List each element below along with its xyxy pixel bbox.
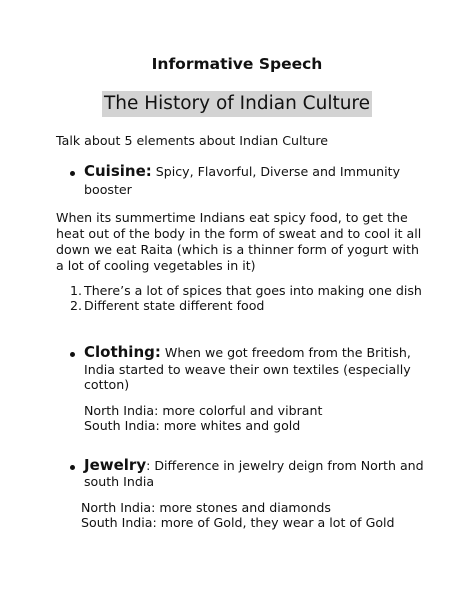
document-subtitle: The History of Indian Culture <box>102 91 372 117</box>
document-title: Informative Speech <box>151 55 323 73</box>
bullet-dot-icon <box>70 352 75 357</box>
paragraph-line-3: down we eat Raita (which is a thinner form of yogurt with <box>56 242 419 257</box>
jewelry-line-2: south India <box>84 474 155 489</box>
subtitle-container <box>0 91 474 117</box>
list-number: 2. <box>70 298 83 313</box>
clothing-line-1 <box>84 345 411 361</box>
jewelry-north: North India: more stones and diamonds <box>81 500 331 515</box>
clothing-line-2: India started to weave their own textiles (especially <box>84 362 411 377</box>
jewelry-line-1 <box>84 458 424 474</box>
jewelry-heading: Jewelry <box>84 456 147 474</box>
paragraph-line-4: a lot of cooling vegetables in it) <box>56 258 256 273</box>
clothing-text: When we got freedom from the British, <box>160 345 411 360</box>
paragraph-line-2: heat out of the body in the form of sweat and to cool it all <box>56 226 422 241</box>
clothing-south: South India: more whites and gold <box>84 418 301 433</box>
intro-text: Talk about 5 elements about Indian Culture <box>56 133 329 148</box>
cuisine-heading: Cuisine: <box>84 162 152 180</box>
jewelry-south: South India: more of Gold, they wear a lot of Gold <box>81 515 395 530</box>
list-number: 1. <box>70 283 83 298</box>
cuisine-line-2: booster <box>84 182 132 197</box>
list-item: There’s a lot of spices that goes into making one dish <box>84 283 422 298</box>
clothing-heading: Clothing: <box>84 343 161 361</box>
paragraph-line-1: When its summertime Indians eat spicy food, to get the <box>56 210 408 225</box>
jewelry-text: : Difference in jewelry deign from North and <box>146 458 424 473</box>
bullet-dot-icon <box>70 465 75 470</box>
clothing-line-3: cotton) <box>84 377 130 392</box>
clothing-north: North India: more colorful and vibrant <box>84 403 323 418</box>
bullet-dot-icon <box>70 171 75 176</box>
cuisine-text: Spicy, Flavorful, Diverse and Immunity <box>151 164 401 179</box>
cuisine-line-1 <box>84 164 400 180</box>
list-item: Different state different food <box>84 298 265 313</box>
